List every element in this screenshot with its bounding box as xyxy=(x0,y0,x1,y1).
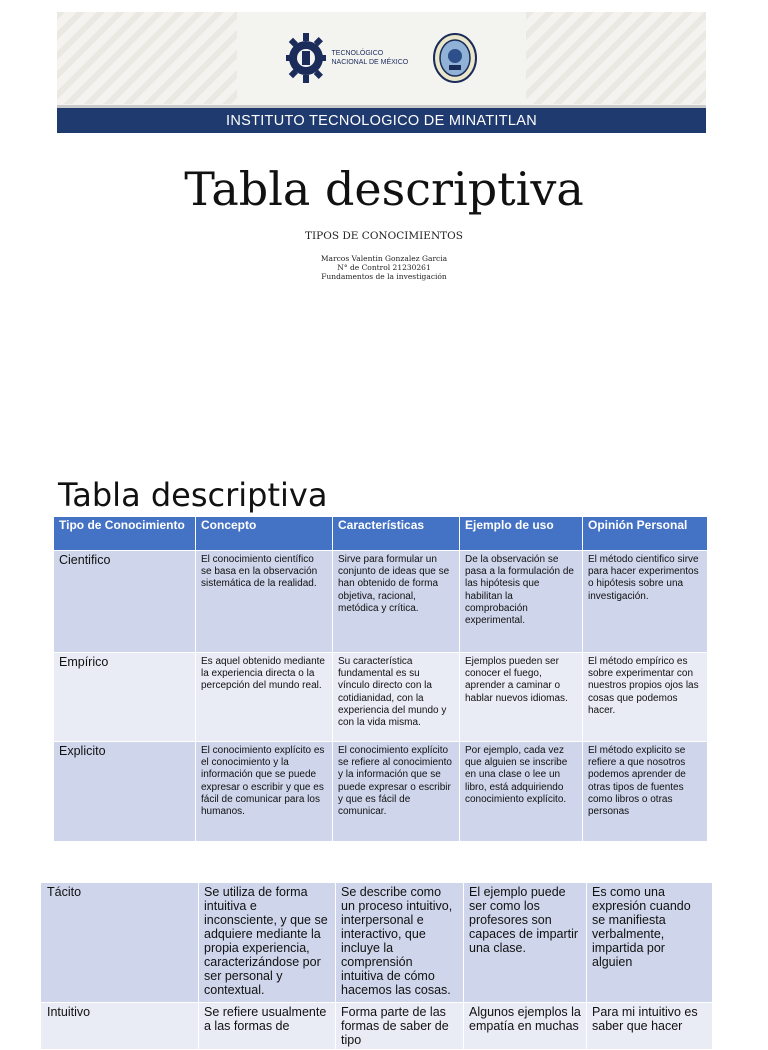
course-name: Fundamentos de la investigación xyxy=(321,272,447,282)
tecnm-logo-text: TECNOLÓGICO NACIONAL DE MÉXICO xyxy=(331,50,409,66)
cell-type: Intuitivo xyxy=(41,1003,199,1050)
cell-example: De la observación se pasa a la formulación de las hipótesis que habilitan la comprobación experimental. xyxy=(460,551,583,653)
cell-features: Sirve para formular un conjunto de ideas que se han obtenido de forma objetiva, racional, metódica y crítica. xyxy=(333,551,460,653)
table-header-row xyxy=(54,517,708,551)
cell-features: Se describe como un proceso intuitivo, interpersonal e interactivo, que incluye la comprensión intuitiva de cómo hacemos las cosas. xyxy=(336,883,464,1003)
table-row xyxy=(41,1003,713,1050)
control-number: N° de Control 21230261 xyxy=(337,263,431,273)
cell-opinion: El método empírico es sobre experimentar con nuestros propios ojos las cosas que podemos hacer. xyxy=(583,653,708,742)
column-header: Tipo de Conocimiento xyxy=(54,517,196,551)
knowledge-table xyxy=(53,516,708,842)
cell-features: Forma parte de las formas de saber de tipo xyxy=(336,1003,464,1050)
column-header: Opinión Personal xyxy=(583,517,708,551)
cell-features: El conocimiento explícito se refiere al conocimiento y la información que se puede expresar o escribir y que es fácil de comunicar. xyxy=(333,742,460,842)
cell-concept: El conocimiento explícito es el conocimiento y la información que se puede expresar o escribir y que es fácil de comunicar para los humanos. xyxy=(196,742,333,842)
author-name: Marcos Valentin Gonzalez Garcia xyxy=(320,254,448,263)
logo-group xyxy=(57,12,706,104)
table-row xyxy=(54,653,708,742)
column-header: Características xyxy=(333,517,460,551)
column-header: Concepto xyxy=(196,517,333,551)
cell-example: Algunos ejemplos la empatía en muchas xyxy=(464,1003,587,1050)
cell-opinion: Es como una expresión cuando se manifiesta verbalmente, impartida por alguien xyxy=(587,883,713,1003)
cell-concept: Se refiere usualmente a las formas de xyxy=(199,1003,336,1050)
cell-concept: Es aquel obtenido mediante la experiencia directa o la percepción del mundo real. xyxy=(196,653,333,742)
knowledge-table-continued xyxy=(40,882,713,1050)
slide-heading: Tabla descriptiva xyxy=(58,476,328,514)
header-banner xyxy=(57,12,706,133)
cell-opinion: El método cientifico sirve para hacer experimentos o hipótesis sobre una investigación. xyxy=(583,551,708,653)
table-row xyxy=(54,551,708,653)
cell-opinion: El método explicito se refiere a que nosotros podemos aprender de otras tipos de fuentes como libros o otras personas xyxy=(583,742,708,842)
table-row xyxy=(41,883,713,1003)
cell-concept: Se utiliza de forma intuitiva e inconsciente, y que se adquiere mediante la propia experiencia, caracterizándose por ser personal y contextual. xyxy=(199,883,336,1003)
author-credits xyxy=(0,254,768,282)
cell-features: Su característica fundamental es su vínculo directo con la cotidianidad, con la experiencia del mundo y con la vida misma. xyxy=(333,653,460,742)
cell-example: Por ejemplo, cada vez que alguien se inscribe en una clase o lee un libro, está adquiriendo conocimiento explícito. xyxy=(460,742,583,842)
cell-example: Ejemplos pueden ser conocer el fuego, aprender a caminar o hablar nuevos idiomas. xyxy=(460,653,583,742)
tecnm-logo xyxy=(286,27,414,89)
column-header: Ejemplo de uso xyxy=(460,517,583,551)
cell-type: Empírico xyxy=(54,653,196,742)
tecnm-gear-icon xyxy=(286,27,326,89)
document-title: Tabla descriptiva xyxy=(184,162,584,216)
table-row xyxy=(54,742,708,842)
document-subtitle: TIPOS DE CONOCIMIENTOS xyxy=(305,230,463,242)
cell-type: Explicito xyxy=(54,742,196,842)
cell-type: Cientifico xyxy=(54,551,196,653)
cell-opinion: Para mi intuitivo es saber que hacer xyxy=(587,1003,713,1050)
cell-example: El ejemplo puede ser como los profesores son capaces de impartir una clase. xyxy=(464,883,587,1003)
institution-bar: INSTITUTO TECNOLOGICO DE MINATITLAN xyxy=(57,105,706,133)
cell-type: Tácito xyxy=(41,883,199,1003)
itm-seal-icon xyxy=(432,32,478,84)
cell-concept: El conocimiento científico se basa en la observación sistemática de la realidad. xyxy=(196,551,333,653)
